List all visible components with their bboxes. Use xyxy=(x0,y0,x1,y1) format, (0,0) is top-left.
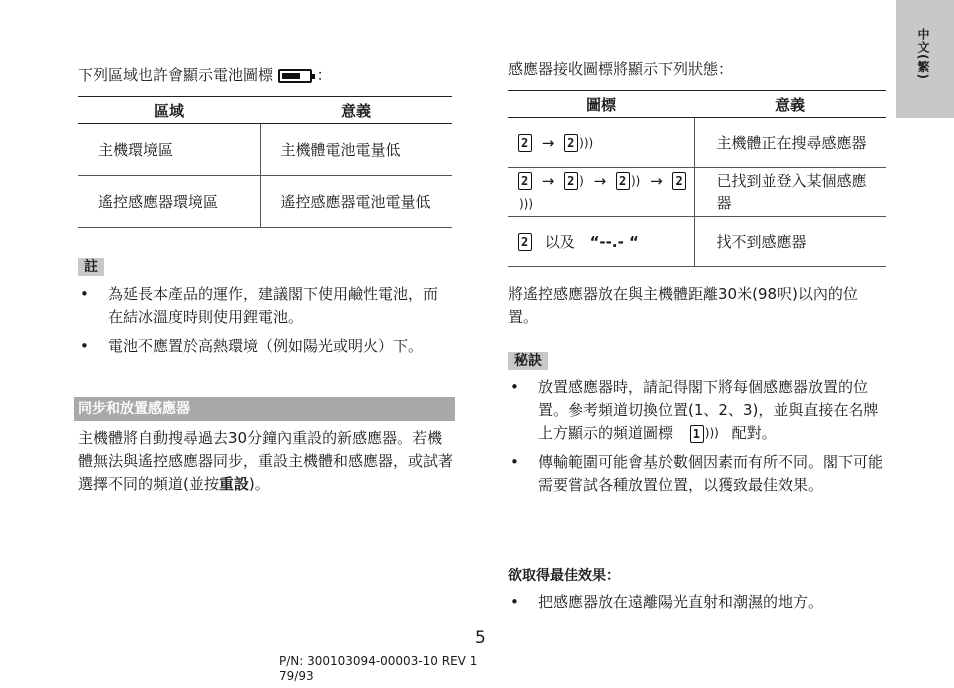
table-cell: 主機環境區 xyxy=(78,124,260,176)
best-results-list xyxy=(508,591,886,614)
sensor-icon xyxy=(616,172,630,190)
channel-icon xyxy=(690,425,704,443)
range-paragraph: 將遙控感應器放在與主機體距離30米(98呎)以內的位置。 xyxy=(508,285,858,326)
section-title: 同步和放置感應器 xyxy=(74,397,455,421)
sync-text: 主機體將自動搜尋過去30分鐘內重設的新感應器。若機體無法與遙控感應器同步，重設主機體和感應器，或試著選擇不同的頻道(並按 xyxy=(78,429,454,493)
arrow-icon: → xyxy=(541,172,555,190)
sensor-icon xyxy=(564,172,578,190)
cell-text: 主機體正在搜尋感應器 xyxy=(716,133,867,152)
signal-wave-icon: ))) xyxy=(519,196,534,211)
list-item xyxy=(508,376,886,445)
arrow-icon: → xyxy=(541,133,555,152)
cell-text: 遙控感應器環境區 xyxy=(98,192,219,211)
battery-intro xyxy=(78,63,332,87)
tips-list xyxy=(508,376,886,497)
table-row xyxy=(508,118,886,168)
channel-digit: 1 xyxy=(692,426,701,441)
tips-tag: 秘訣 xyxy=(508,352,548,370)
page-number: 5 xyxy=(475,628,486,648)
sync-text-end: )。 xyxy=(248,475,270,493)
language-tab xyxy=(896,0,954,118)
table-cell xyxy=(78,176,260,228)
sensor-digit: 2 xyxy=(567,135,575,150)
list-item: • 傳輸範圍可能會基於數個因素而有所不同。閣下可能需要嘗試各種放置位置，以獲致最佳效果。 xyxy=(508,451,886,497)
note-list xyxy=(78,283,452,358)
signal-wave-icon: ))) xyxy=(579,135,594,150)
table-cell xyxy=(508,168,694,217)
sensor-digit: 2 xyxy=(521,174,529,188)
table-header: 圖標 xyxy=(508,91,694,118)
table-cell xyxy=(260,176,452,228)
table-cell xyxy=(694,168,886,217)
signal-wave-icon: )) xyxy=(630,174,641,188)
table-row xyxy=(78,176,452,228)
arrow-icon: → xyxy=(593,172,607,190)
footer xyxy=(279,654,477,684)
battery-low-icon xyxy=(278,69,312,83)
best-results-title: 欲取得最佳效果： xyxy=(508,568,620,584)
sensor-icon xyxy=(518,134,532,152)
sensor-digit: 2 xyxy=(521,234,529,249)
sensor-digit: 2 xyxy=(618,174,627,188)
sync-paragraph xyxy=(78,427,454,496)
table-row xyxy=(508,217,886,267)
battery-intro-text: 下列區域也許會顯示電池圖標 xyxy=(78,66,274,84)
reception-intro: 感應器接收圖標將顯示下列狀態： xyxy=(508,60,734,78)
sensor-digit: 2 xyxy=(675,174,683,188)
part-number: P/N: 300103094-00003-10 REV 1 xyxy=(279,654,478,668)
reset-bold: 重設 xyxy=(218,475,249,493)
table-cell: 主機體電池電量低 xyxy=(260,124,452,176)
and-text: 以及 xyxy=(544,232,575,251)
table-cell xyxy=(508,118,694,168)
table-header: 區域 xyxy=(78,97,260,124)
table-cell xyxy=(694,118,886,168)
sensor-icon xyxy=(518,233,532,251)
tip-text-end: 配對。 xyxy=(731,424,777,442)
cell-text: 已找到並登入某個感應器 xyxy=(716,172,867,212)
signal-wave-icon: ))) xyxy=(704,426,719,440)
battery-table xyxy=(78,96,452,228)
table-row xyxy=(78,124,452,176)
sensor-digit: 2 xyxy=(521,135,529,150)
no-signal-dash: “--.- “ xyxy=(589,232,639,251)
intro-colon: ： xyxy=(316,66,332,84)
cell-text: 遙控感應器電池電量低 xyxy=(280,192,431,211)
reception-table xyxy=(508,90,886,267)
page-count: 79/93 xyxy=(279,669,314,683)
tip-text: 放置感應器時，請記得閣下將每個感應器放置的位置。參考頻道切換位置(1、2、3)，並與直接在名牌上方顯示的頻道圖標 xyxy=(538,378,879,442)
sensor-digit: 2 xyxy=(567,174,575,188)
note-tag: 註 xyxy=(78,258,104,276)
language-tab-label: 中文(繁) xyxy=(916,28,930,80)
table-cell: 找不到感應器 xyxy=(694,217,886,267)
list-item: • 把感應器放在遠離陽光直射和潮濕的地方。 xyxy=(508,591,886,614)
table-row xyxy=(508,168,886,217)
sensor-icon xyxy=(518,172,532,190)
list-item: • 電池不應置於高熱環境（例如陽光或明火）下。 xyxy=(78,335,452,358)
list-item: • 為延長本產品的運作，建議閣下使用鹼性電池，而在結冰溫度時則使用鋰電池。 xyxy=(78,283,452,329)
arrow-icon: → xyxy=(650,172,663,190)
table-header: 意義 xyxy=(694,91,886,118)
signal-wave-icon: ) xyxy=(579,174,584,188)
table-cell xyxy=(508,217,694,267)
table-header: 意義 xyxy=(260,97,452,124)
sensor-icon xyxy=(672,172,686,190)
sensor-icon xyxy=(564,134,578,152)
